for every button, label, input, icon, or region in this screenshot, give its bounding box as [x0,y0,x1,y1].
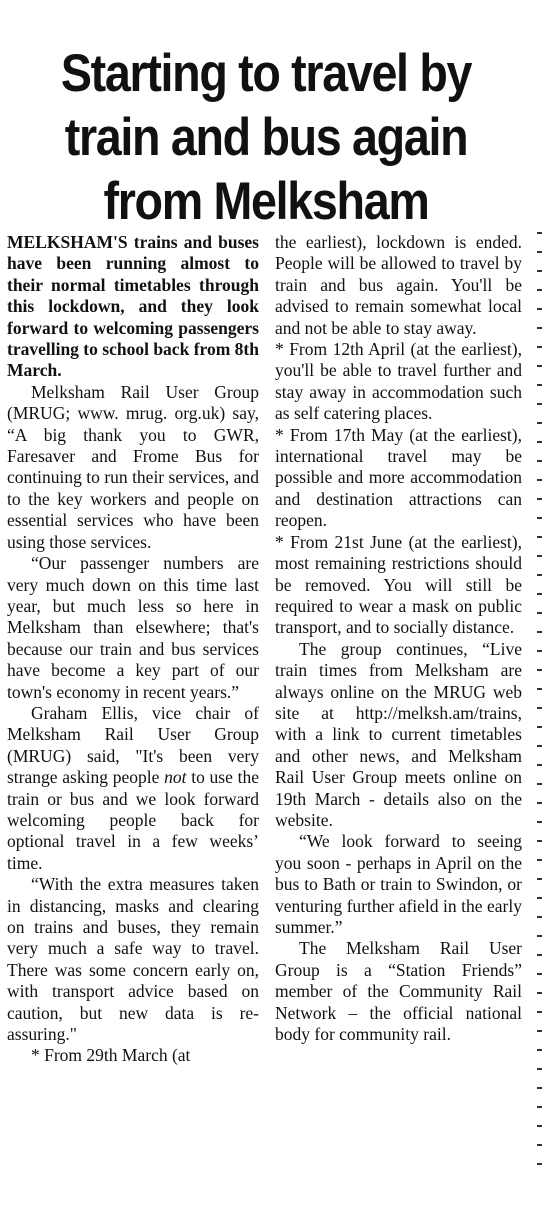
paragraph-21st-june: * From 21st June (at the earliest), most remaining restrictions should be removed. You will still be required to wear a mask on public transport, and to socially distance. [275,531,522,638]
paragraph-mrug-thanks: Melksham Rail User Group (MRUG; www. mrug. org.uk) say, “A big thank you to GWR, Faresaver and Frome Bus for continuing to run their services, and to the key workers and people on essential services who have been using those services. [7,381,259,552]
headline-line-1: Starting to travel by [60,43,472,103]
paragraph-extra-measures: “With the extra measures taken in distancing, masks and clearing on trains and buses, they remain very much a safe way to travel. There was some concern early on, with transport advice based on caution, but new data is re-assuring." [7,874,259,1045]
paragraph-passenger-numbers: “Our passenger numbers are very much down on this time last year, but much less so here in Melksham than elsewhere; that's because our train and bus services have become a key part of our town's economy in recent years.” [7,553,259,702]
paragraph-17th-may: * From 17th May (at the earliest), international travel may be possible and more accommodation and destination attractions can reopen. [275,424,522,531]
lead-paragraph: MELKSHAM'S trains and buses have been running almost to their normal timetables through this lockdown, and they look forward to welcoming passengers travelling to school back from 8th March. [7,232,259,381]
paragraph-station-friends: The Melksham Rail User Group is a “Station Friends” member of the Community Rail Network – the official national body for community rail. [275,938,522,1045]
paragraph-12th-april: * From 12th April (at the earliest), you'll be able to travel further and stay away in accommodation such as self catering places. [275,339,522,424]
paragraph-29th-march: * From 29th March (at [31,1045,191,1066]
article-column-left [7,232,259,1067]
headline-line-2: train and bus again [64,107,468,167]
adjacent-column-edge [537,232,544,1182]
quote-part-2: to use the train or bus and we look forward welcoming people back for optional travel in a few weeks’ time. [7,767,259,873]
paragraph-look-forward: “We look forward to seeing you soon - perhaps in April on the bus to Bath or train to Swindon, or venturing further afield in the early summer.” [275,831,522,937]
article-column-right [275,232,522,1045]
headline-line-3: from Melksham [103,171,429,231]
quote-part-1: Graham Ellis, vice chair of Melksham Rail User Group (MRUG) said, "It's been very strange asking people [7,702,259,788]
paragraph-graham-ellis [7,703,259,874]
headline [32,42,500,234]
paragraph-lockdown-ended: the earliest), lockdown is ended. People will be allowed to travel by train and bus again. You'll be advised to remain somewhat local and not be able to stay away. [275,232,522,338]
emphasis-not: not [164,767,187,788]
paragraph-group-continues: The group continues, “Live train times from Melksham are always online on the MRUG web site at http://melksh.am/trains, with a link to current timetables and other news, and Melksham Rail User Group meets online on 19th March - details also on the website. [275,638,522,830]
